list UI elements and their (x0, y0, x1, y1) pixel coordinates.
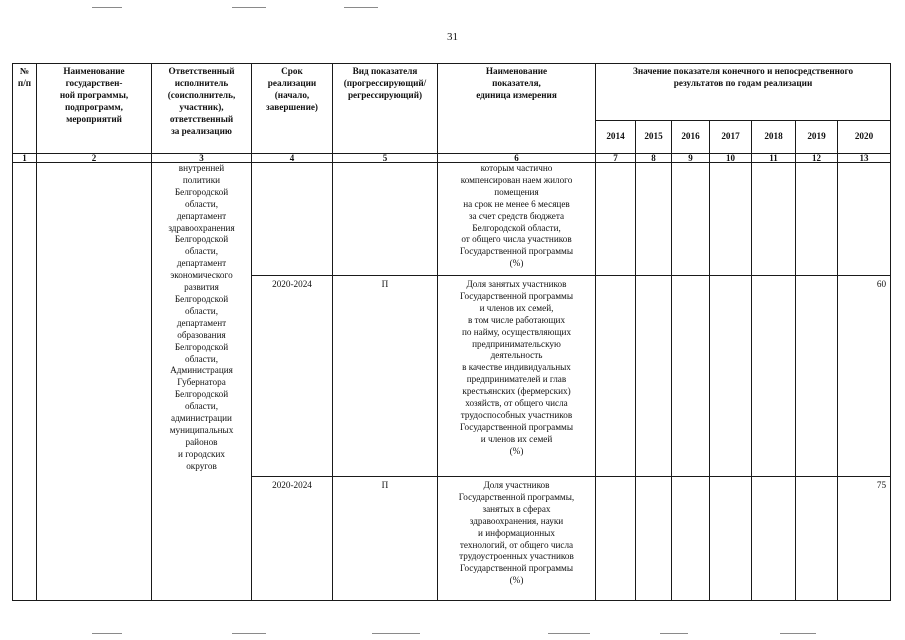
scan-mark (548, 633, 590, 634)
column-number: 11 (752, 154, 796, 163)
period-cell: 2020-2024 (252, 477, 333, 601)
header-year: 2014 (596, 121, 636, 154)
responsible-cell: внутренней политики Белгородской области, департамент здравоохранения Белгородской области, департамент экономического развития Белгородской области, департамент образования Белгородской области, Администрация Губернатора Белгородской области, администрации муниципальных районов и городских округов (152, 163, 252, 601)
indicator-name-cell: Доля занятых участников Государственной программы и членов их семей, в том числе работающих по найму, осуществляющих предпринимательскую деятельность в качестве индивидуальных предпринимателей и глав крестьянских (фермерских) хозяйств, от общего числа трудоспособных участников Государственной программы и членов их семей (%) (438, 276, 596, 477)
indicator-name-cell: Доля участников Государственной программы, занятых в сферах здравоохранения, науки и информационных технологий, от общего числа трудоустроенных участников Государственной программы (%) (438, 477, 596, 601)
page-number: 31 (447, 31, 458, 43)
value-cell (596, 163, 636, 276)
period-cell: 2020-2024 (252, 276, 333, 477)
value-cell (596, 477, 636, 601)
value-cell (710, 276, 752, 477)
header-indicator-name: Наименование показателя, единица измерения (438, 64, 596, 154)
value-cell (796, 163, 838, 276)
value-cell (672, 276, 710, 477)
column-number: 5 (333, 154, 438, 163)
column-number: 1 (13, 154, 37, 163)
value-cell (672, 477, 710, 601)
value-cell (752, 477, 796, 601)
program-name-cell (37, 163, 152, 601)
scan-mark (92, 633, 122, 634)
value-cell (636, 276, 672, 477)
scan-mark (660, 633, 688, 634)
value-cell (710, 163, 752, 276)
header-year: 2020 (838, 121, 891, 154)
header-responsible: Ответственный исполнитель (соисполнитель, участник), ответственный за реализацию (152, 64, 252, 154)
header-year: 2015 (636, 121, 672, 154)
value-cell (796, 477, 838, 601)
header-year: 2018 (752, 121, 796, 154)
value-cell (596, 276, 636, 477)
indicator-type-cell: П (333, 276, 438, 477)
column-number: 4 (252, 154, 333, 163)
value-2020-cell: 60 (838, 276, 891, 477)
column-number: 10 (710, 154, 752, 163)
table-row (13, 163, 891, 276)
value-cell (752, 276, 796, 477)
header-period: Срок реализации (начало, завершение) (252, 64, 333, 154)
row-number-cell (13, 163, 37, 601)
header-number: № п/п (13, 64, 37, 154)
column-number: 2 (37, 154, 152, 163)
column-number: 7 (596, 154, 636, 163)
header-year: 2017 (710, 121, 752, 154)
scan-mark (232, 7, 266, 8)
header-year: 2019 (796, 121, 838, 154)
scan-mark (92, 7, 122, 8)
value-cell (796, 276, 838, 477)
value-cell (636, 163, 672, 276)
column-number: 9 (672, 154, 710, 163)
column-number: 3 (152, 154, 252, 163)
header-values-group: Значение показателя конечного и непосредственного результатов по годам реализации (596, 64, 891, 121)
value-cell (636, 477, 672, 601)
indicator-type-cell (333, 163, 438, 276)
value-2020-cell: 75 (838, 477, 891, 601)
scan-mark (780, 633, 816, 634)
header-program-name: Наименование государствен- ной программы, подпрограмм, мероприятий (37, 64, 152, 154)
value-cell (710, 477, 752, 601)
header-indicator-type: Вид показателя (прогрессирующий/ регрессирующий) (333, 64, 438, 154)
column-number: 8 (636, 154, 672, 163)
period-cell (252, 163, 333, 276)
column-number: 6 (438, 154, 596, 163)
header-year: 2016 (672, 121, 710, 154)
indicator-type-cell: П (333, 477, 438, 601)
value-cell (672, 163, 710, 276)
column-number: 12 (796, 154, 838, 163)
scan-mark (344, 7, 378, 8)
value-cell (752, 163, 796, 276)
indicators-table (12, 63, 891, 601)
value-2020-cell (838, 163, 891, 276)
column-number: 13 (838, 154, 891, 163)
scan-mark (372, 633, 420, 634)
scan-mark (232, 633, 266, 634)
indicator-name-cell: которым частично компенсирован наем жилого помещения на срок не менее 6 месяцев за счет средств бюджета Белгородской области, от общего числа участников Государственной программы (%) (438, 163, 596, 276)
column-numbers-row (13, 154, 891, 163)
